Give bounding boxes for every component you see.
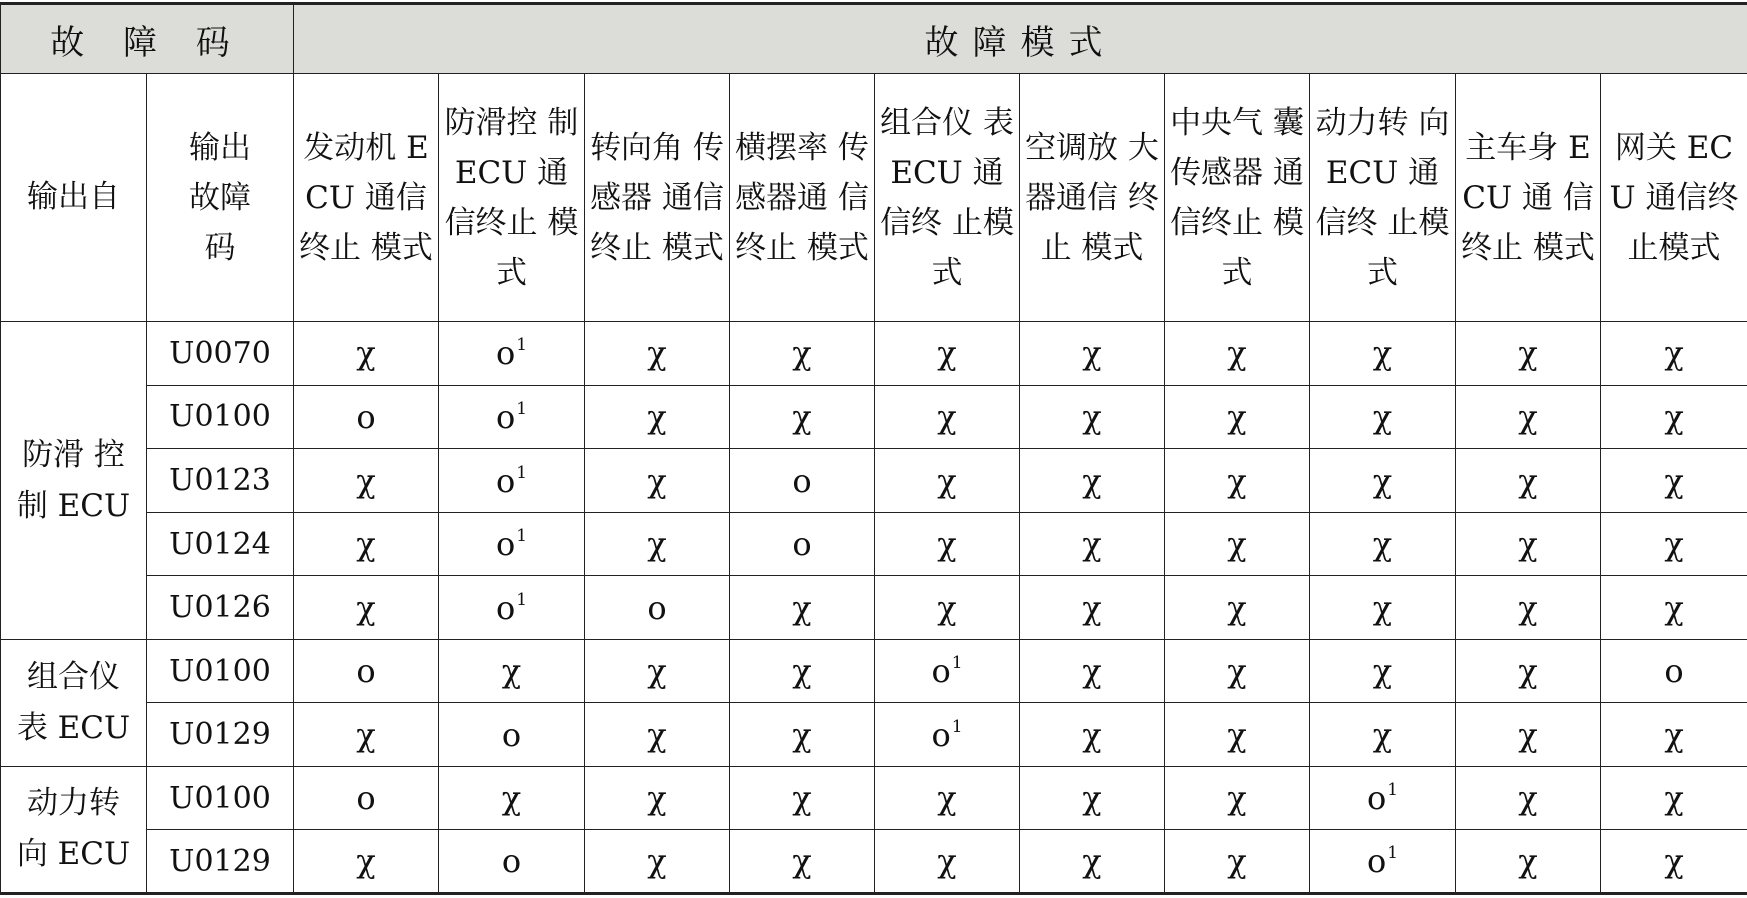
mode-cell bbox=[294, 322, 439, 386]
table-row bbox=[1, 322, 1747, 386]
mode-mark: χ bbox=[1082, 334, 1102, 373]
table-row bbox=[1, 449, 1747, 513]
mode-cell bbox=[1165, 639, 1310, 703]
mode-cell bbox=[1456, 830, 1601, 894]
mode-mark: o bbox=[356, 397, 376, 436]
mode-cell bbox=[1165, 512, 1310, 576]
mode-mark: $o^1$ bbox=[1366, 779, 1399, 818]
mode-cell bbox=[730, 512, 875, 576]
mode-mark: χ bbox=[1664, 779, 1684, 818]
mode-mark: χ bbox=[356, 334, 376, 373]
mode-mark: χ bbox=[792, 779, 812, 818]
mode-mark: χ bbox=[647, 334, 667, 373]
mode-cell bbox=[439, 385, 585, 449]
fault-code-cell: U0129 bbox=[147, 830, 294, 894]
mode-cell bbox=[439, 639, 585, 703]
mode-mark: $o^1$ bbox=[931, 652, 963, 691]
mode-mark: χ bbox=[1082, 715, 1102, 754]
mode-cell bbox=[875, 322, 1020, 386]
mode-cell bbox=[1310, 512, 1456, 576]
mode-cell bbox=[875, 830, 1020, 894]
mode-cell bbox=[294, 449, 439, 513]
mode-mark: o bbox=[647, 588, 667, 627]
fault-code-cell: U0100 bbox=[147, 766, 294, 830]
mode-cell bbox=[1020, 830, 1165, 894]
mode-mark: χ bbox=[501, 652, 522, 691]
mode-header-label: 中央气 囊传感器 通信终止 模式 bbox=[1170, 104, 1304, 291]
mode-cell bbox=[1601, 766, 1747, 830]
mode-cell bbox=[1310, 703, 1456, 767]
mode-mark: χ bbox=[1664, 715, 1684, 754]
mode-mark: χ bbox=[1082, 588, 1102, 627]
mode-cell bbox=[1020, 639, 1165, 703]
mode-cell bbox=[294, 576, 439, 640]
mode-cell bbox=[1310, 766, 1456, 830]
mode-cell bbox=[730, 385, 875, 449]
mode-cell bbox=[439, 766, 585, 830]
mode-cell bbox=[1310, 385, 1456, 449]
mode-cell bbox=[1165, 322, 1310, 386]
mode-cell bbox=[585, 385, 730, 449]
mode-mark: χ bbox=[1664, 334, 1684, 373]
mode-cell bbox=[294, 512, 439, 576]
mode-cell bbox=[730, 322, 875, 386]
mode-cell bbox=[1020, 449, 1165, 513]
mode-mark: χ bbox=[1227, 842, 1247, 881]
mode-mark: χ bbox=[1664, 525, 1684, 564]
mode-header-10 bbox=[1601, 74, 1747, 322]
mode-mark: χ bbox=[1664, 397, 1684, 436]
mode-cell bbox=[439, 449, 585, 513]
mode-mark: χ bbox=[937, 525, 957, 564]
mode-header-6 bbox=[1020, 74, 1165, 322]
mode-mark: χ bbox=[356, 588, 376, 627]
mode-mark: χ bbox=[501, 779, 522, 818]
mode-cell bbox=[294, 639, 439, 703]
mode-cell bbox=[1165, 576, 1310, 640]
mode-mark: χ bbox=[647, 779, 667, 818]
mode-mark: χ bbox=[1518, 334, 1538, 373]
mode-mark: χ bbox=[1227, 334, 1247, 373]
mode-cell bbox=[1165, 766, 1310, 830]
mode-cell bbox=[1601, 576, 1747, 640]
mode-cell bbox=[1165, 449, 1310, 513]
mode-mark: χ bbox=[1082, 652, 1102, 691]
table-row bbox=[1, 512, 1747, 576]
mode-cell bbox=[1456, 703, 1601, 767]
mode-header-label: 动力转 向 ECU 通信终 止模式 bbox=[1315, 104, 1450, 291]
mode-mark: χ bbox=[356, 525, 376, 564]
mode-mark: $o^1$ bbox=[495, 525, 528, 564]
mode-cell bbox=[439, 576, 585, 640]
footnote-marker: 1 bbox=[1387, 780, 1399, 801]
table-row bbox=[1, 766, 1747, 830]
mode-cell bbox=[1020, 385, 1165, 449]
mode-cell bbox=[439, 830, 585, 894]
mode-mark: o bbox=[792, 525, 812, 564]
mode-mark: χ bbox=[356, 842, 376, 881]
mode-mark: o bbox=[1664, 652, 1684, 691]
mode-cell bbox=[585, 766, 730, 830]
mode-header-4 bbox=[730, 74, 875, 322]
mode-cell bbox=[439, 512, 585, 576]
mode-mark: χ bbox=[1372, 461, 1393, 500]
mode-mark: o bbox=[356, 652, 376, 691]
mode-cell bbox=[1601, 639, 1747, 703]
mode-cell bbox=[294, 385, 439, 449]
mode-mark: χ bbox=[1227, 779, 1247, 818]
mode-mark: χ bbox=[1372, 588, 1393, 627]
mode-mark: χ bbox=[937, 588, 957, 627]
footnote-marker: 1 bbox=[516, 398, 528, 419]
mode-mark: χ bbox=[1518, 461, 1538, 500]
footnote-marker: 1 bbox=[1387, 843, 1399, 864]
mode-cell bbox=[294, 766, 439, 830]
mode-cell bbox=[1020, 576, 1165, 640]
mode-cell bbox=[1601, 830, 1747, 894]
mode-mark: χ bbox=[1082, 461, 1102, 500]
footnote-marker: 1 bbox=[951, 653, 963, 674]
mode-mark: χ bbox=[647, 842, 667, 881]
mode-cell bbox=[875, 385, 1020, 449]
mode-mark: χ bbox=[937, 779, 957, 818]
fault-code-table bbox=[0, 2, 1747, 895]
mode-mark: χ bbox=[1372, 652, 1393, 691]
mode-mark: χ bbox=[1518, 652, 1538, 691]
mode-header-2 bbox=[439, 74, 585, 322]
mode-mark: χ bbox=[1518, 715, 1538, 754]
mode-mark: χ bbox=[1227, 588, 1247, 627]
mode-cell bbox=[1165, 703, 1310, 767]
mode-mark: χ bbox=[356, 715, 376, 754]
mode-cell bbox=[1310, 449, 1456, 513]
mode-cell bbox=[294, 830, 439, 894]
mode-mark: o bbox=[501, 842, 522, 881]
mode-cell bbox=[1456, 512, 1601, 576]
mode-header-8 bbox=[1310, 74, 1456, 322]
mode-mark: χ bbox=[356, 461, 376, 500]
mode-cell bbox=[730, 766, 875, 830]
mode-cell bbox=[1165, 385, 1310, 449]
footnote-marker: 1 bbox=[951, 716, 963, 737]
fault-code-cell: U0100 bbox=[147, 385, 294, 449]
mode-cell bbox=[730, 449, 875, 513]
output-code-header-label: 输出故障码 bbox=[189, 129, 251, 266]
footnote-marker: 1 bbox=[516, 462, 528, 483]
footnote-marker: 1 bbox=[516, 526, 528, 547]
fault-code-cell: U0100 bbox=[147, 639, 294, 703]
mode-mark: χ bbox=[792, 588, 812, 627]
mode-mark: χ bbox=[792, 715, 812, 754]
mode-cell bbox=[1310, 576, 1456, 640]
table-row bbox=[1, 385, 1747, 449]
mode-header-label: 发动机 ECU 通信终止 模式 bbox=[299, 129, 433, 266]
mode-mark: χ bbox=[1372, 397, 1393, 436]
mode-cell bbox=[1165, 830, 1310, 894]
fault-code-cell: U0070 bbox=[147, 322, 294, 386]
mode-mark: χ bbox=[647, 525, 667, 564]
source-ecu-cell: 防滑 控制 ECU bbox=[1, 322, 147, 640]
mode-cell bbox=[730, 639, 875, 703]
mode-cell bbox=[1310, 639, 1456, 703]
mode-cell bbox=[1310, 322, 1456, 386]
mode-header-label: 空调放 大器通信 终止 模式 bbox=[1025, 129, 1159, 266]
source-ecu-cell: 动力转 向 ECU bbox=[1, 766, 147, 893]
mode-mark: χ bbox=[1518, 588, 1538, 627]
mode-cell bbox=[730, 830, 875, 894]
mode-header-label: 主车身 ECU 通 信终止 模式 bbox=[1461, 129, 1595, 266]
mode-mark: χ bbox=[1082, 525, 1102, 564]
mode-cell bbox=[1456, 766, 1601, 830]
mode-mark: χ bbox=[937, 397, 957, 436]
fault-mode-header: 故障模式 bbox=[294, 4, 1747, 74]
mode-cell bbox=[1020, 703, 1165, 767]
mode-mark: χ bbox=[1664, 842, 1684, 881]
mode-mark: χ bbox=[1227, 525, 1247, 564]
mode-mark: χ bbox=[1518, 779, 1538, 818]
mode-cell bbox=[1020, 512, 1165, 576]
mode-header-7 bbox=[1165, 74, 1310, 322]
mode-mark: χ bbox=[1518, 842, 1538, 881]
output-from-header: 输出自 bbox=[1, 74, 147, 322]
mode-mark: χ bbox=[647, 652, 667, 691]
fault-code-header: 故 障 码 bbox=[1, 4, 294, 74]
mode-mark: χ bbox=[647, 397, 667, 436]
table-row bbox=[1, 576, 1747, 640]
mode-mark: χ bbox=[647, 715, 667, 754]
mode-mark: χ bbox=[1227, 397, 1247, 436]
mode-mark: χ bbox=[1227, 652, 1247, 691]
mode-cell bbox=[1601, 322, 1747, 386]
mode-cell bbox=[585, 830, 730, 894]
mode-cell bbox=[1020, 322, 1165, 386]
mode-mark: $o^1$ bbox=[495, 334, 528, 373]
mode-cell bbox=[585, 449, 730, 513]
mode-mark: o bbox=[356, 779, 376, 818]
mode-mark: $o^1$ bbox=[495, 397, 528, 436]
mode-cell bbox=[1456, 385, 1601, 449]
mode-cell bbox=[730, 703, 875, 767]
mode-header-1 bbox=[294, 74, 439, 322]
table-row bbox=[1, 830, 1747, 894]
mode-cell bbox=[875, 449, 1020, 513]
table-row bbox=[1, 639, 1747, 703]
table-row bbox=[1, 703, 1747, 767]
mode-cell bbox=[439, 703, 585, 767]
mode-mark: χ bbox=[792, 842, 812, 881]
mode-header-label: 转向角 传感器 通信终止 模式 bbox=[590, 129, 724, 266]
mode-cell bbox=[585, 512, 730, 576]
mode-mark: χ bbox=[792, 334, 812, 373]
source-ecu-cell: 组合仪 表 ECU bbox=[1, 639, 147, 766]
mode-mark: χ bbox=[1082, 397, 1102, 436]
mode-mark: χ bbox=[1518, 525, 1538, 564]
mode-cell bbox=[439, 322, 585, 386]
mode-mark: χ bbox=[1372, 715, 1393, 754]
mode-mark: χ bbox=[1664, 461, 1684, 500]
mode-header-label: 横摆率 传感器通 信终止 模式 bbox=[735, 129, 869, 266]
mode-mark: χ bbox=[1372, 334, 1393, 373]
mode-header-label: 组合仪 表 ECU 通信终 止模式 bbox=[880, 104, 1014, 291]
mode-cell bbox=[585, 576, 730, 640]
mode-cell bbox=[1601, 512, 1747, 576]
mode-cell bbox=[585, 639, 730, 703]
mode-cell bbox=[875, 576, 1020, 640]
mode-header-3 bbox=[585, 74, 730, 322]
footnote-marker: 1 bbox=[516, 335, 528, 356]
mode-cell bbox=[1310, 830, 1456, 894]
mode-header-label: 防滑控 制 ECU 通 信终止 模式 bbox=[444, 104, 579, 291]
mode-cell bbox=[1601, 703, 1747, 767]
mode-mark: $o^1$ bbox=[495, 461, 528, 500]
mode-cell bbox=[1601, 449, 1747, 513]
mode-mark: χ bbox=[1664, 588, 1684, 627]
mode-mark: χ bbox=[792, 652, 812, 691]
fault-code-cell: U0129 bbox=[147, 703, 294, 767]
mode-mark: χ bbox=[792, 397, 812, 436]
mode-cell bbox=[585, 703, 730, 767]
fault-code-cell: U0126 bbox=[147, 576, 294, 640]
mode-header-9 bbox=[1456, 74, 1601, 322]
mode-header-label: 网关 ECU 通信终 止模式 bbox=[1609, 129, 1739, 266]
mode-cell bbox=[875, 766, 1020, 830]
mode-cell bbox=[1456, 576, 1601, 640]
mode-mark: χ bbox=[647, 461, 667, 500]
mode-cell bbox=[875, 639, 1020, 703]
footnote-marker: 1 bbox=[516, 589, 528, 610]
mode-mark: χ bbox=[937, 461, 957, 500]
mode-cell bbox=[1020, 766, 1165, 830]
mode-mark: χ bbox=[1082, 842, 1102, 881]
mode-mark: χ bbox=[1227, 715, 1247, 754]
mode-mark: χ bbox=[1082, 779, 1102, 818]
mode-mark: $o^1$ bbox=[495, 588, 528, 627]
mode-mark: $o^1$ bbox=[1366, 842, 1399, 881]
mode-cell bbox=[1601, 385, 1747, 449]
mode-header-5 bbox=[875, 74, 1020, 322]
mode-mark: o bbox=[501, 715, 522, 754]
mode-cell bbox=[730, 576, 875, 640]
mode-mark: o bbox=[792, 461, 812, 500]
mode-cell bbox=[1456, 639, 1601, 703]
fault-code-cell: U0123 bbox=[147, 449, 294, 513]
mode-cell bbox=[1456, 449, 1601, 513]
mode-mark: $o^1$ bbox=[931, 715, 963, 754]
mode-cell bbox=[875, 703, 1020, 767]
mode-cell bbox=[585, 322, 730, 386]
mode-mark: χ bbox=[1227, 461, 1247, 500]
fault-code-cell: U0124 bbox=[147, 512, 294, 576]
mode-mark: χ bbox=[937, 842, 957, 881]
mode-mark: χ bbox=[1372, 525, 1393, 564]
mode-mark: χ bbox=[937, 334, 957, 373]
mode-mark: χ bbox=[1518, 397, 1538, 436]
mode-cell bbox=[1456, 322, 1601, 386]
output-code-header bbox=[147, 74, 294, 322]
mode-cell bbox=[294, 703, 439, 767]
mode-cell bbox=[875, 512, 1020, 576]
